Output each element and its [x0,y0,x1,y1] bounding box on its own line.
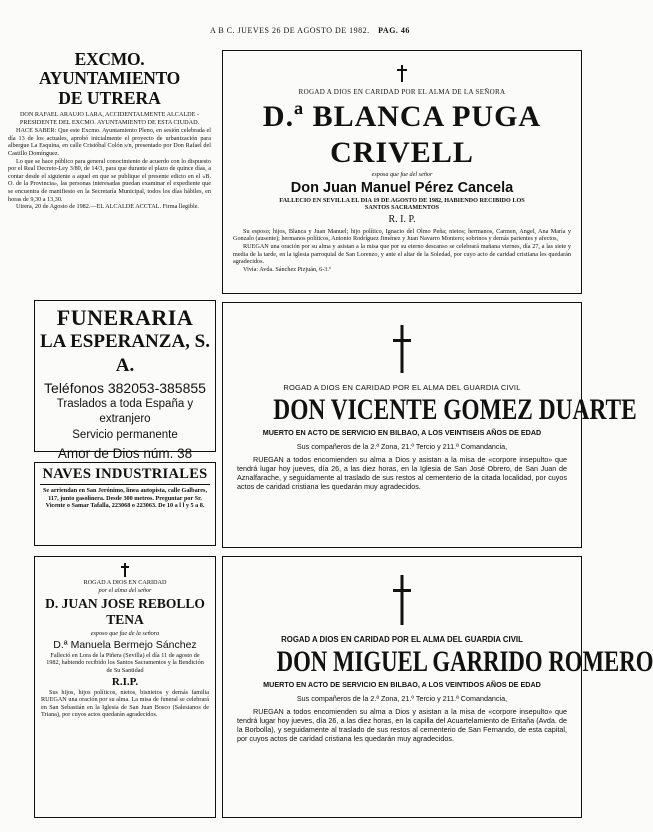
notice-title-2: DE UTRERA [58,88,161,108]
rebollo-body: Sus hijos, hijos políticos, nietos, bisnietos y demás familia RUEGAN una oración por su alma. La misa de funeral se celebrará en San Sebastián en la Iglesia de San Juan Bosco (Salesianos de Triana), por cuyos actos quedarán agradecidos. [41,688,209,719]
date-line: JUEVES 26 DE AGOSTO DE 1982. [237,26,370,35]
duarte-companions: Sus compañeros de la 2.ª Zona, 21.º Tercio y 211.ª Comandancia, [296,442,508,451]
notice-signature: Utrera, 20 de Agosto de 1982.—EL ALCALDE ACCTAL. Firma llegible. [16,203,199,211]
duarte-name: DON VICENTE GOMEZ DUARTE [273,393,637,426]
page-number: PAG. 46 [378,26,410,35]
rebollo-fallecio: Falleció en Lora de la Piñera (Sevilla) el día 11 de agosto de 1982, habiendo recibido los Santos Sacramentos y la Bendición de Su Santidad [46,651,204,674]
rebollo-rogad: ROGAD A DIOS EN CARIDAD [83,579,167,586]
crivell-esposa: esposa que fue del señor [371,171,433,178]
crivell-name: D.ª BLANCA PUGA CRIVELL [262,100,542,169]
garrido-muerto: MUERTO EN ACTO DE SERVICIO EN BILBAO, A LOS VEINTIDOS AÑOS DE EDAD [263,680,541,689]
duarte-rogad: ROGAD A DIOS EN CARIDAD POR EL ALMA DEL GUARDIA CIVIL [283,383,521,392]
ayuntamiento-notice [8,50,211,295]
funeraria-address: Amor de Dios núm. 38 [57,446,193,461]
funeraria-company: LA ESPERANZA, S. A. [40,331,210,376]
rebollo-wife: D.ª Manuela Bermejo Sánchez [53,638,197,651]
rebollo-esposo: esposo que fue de la señora [90,630,160,638]
funeraria-service: Servicio permanente [72,429,178,441]
duarte-ruegan: RUEGAN a todos encomienden su alma a Dios y asistan a la misa de «corpore insepulto» que tendrá lugar hoy jueves, día 26, a las diez horas, en la Iglesia de San José Obrero, de San Juan de Aznalfarache, y seguidamente al traslado de sus restos al cementerio de la citada localidad, por cuyos actos de caridad cristiana les quedarán muy agradecidos. [237,455,567,491]
naves-ad [34,462,216,546]
notice-body-2: Lo que se hace público para general conocimiento de acuerdo con lo dispuesto por el Real Decreto-Ley 3/80, de 14/3, para que durante el plazo de quince días, a contar desde el siguiente a aquel en que se publique el presente edicto en el «B. O. de la Provincia», las personas interesadas puedan examinar el expediente que se encuentra de manifiesto en la Secretaría Municipal, todos los días hábiles, en horas de 9,30 a 13,30. [8,157,211,203]
crivell-obituary [222,50,582,294]
page-header [0,26,620,35]
funeraria-transfer: Traslados a toda España y extranjero [56,398,194,425]
crivell-address: Vivía: Avda. Sánchez Pizjuán, 6-3.º [243,265,331,273]
crivell-family: Su esposo; hijos, Blanca y Juan Manuel; hijo político, Ignacio del Olmo Peña; nietos; hermanos, Carmen, Angel, Ana María y Gonzalo (ausente); hermanos políticos, Antonio Rodríguez Jiménez y Juan Navarro Montero; sobrinos y demás parientes y afectos, [233,227,571,243]
naves-title: NAVES INDUSTRIALES [40,466,210,485]
funeraria-title: FUNERARIA [56,305,194,330]
rebollo-rip: R.I.P. [111,675,139,688]
notice-title-1: EXCMO. AYUNTAMIENTO [39,49,180,88]
rebollo-name-1: D. JUAN JOSE REBOLLO [45,596,205,612]
duarte-obituary [222,302,637,548]
garrido-rogad: ROGAD A DIOS EN CARIDAD POR EL ALMA DEL GUARDIA CIVIL [281,635,523,644]
cross-icon [396,65,408,82]
cross-icon [393,575,411,625]
crivell-ruegan: RUEGAN una oración por su alma y asistan a la misa que por su eterno descanso se celebrará mañana viernes, día 27, a las siete y media de la tarde, en la iglesia parroquial de San Lorenzo, y ante el altar de la Soledad, por cuyo acto de caridad cristiana les quedarán agradecidos. [233,242,571,266]
naves-body: Se arriendan en San Jerónimo, línea autopista, calle Galbares, 117, junto gasolinera. Desde 300 metros. Preguntar por Sr. Vicente o Samar Tafalla, 223068 o 223063. De 10 a l l y 5 a 8. [42,487,208,510]
funeraria-phones: Teléfonos 382053-385855 [44,380,206,396]
garrido-companions: Sus compañeros de la 2.ª Zona, 21.º Tercio y 211.ª Comandancia, [296,694,508,703]
crivell-husband: Don Juan Manuel Pérez Cancela [290,179,514,196]
cross-icon [393,325,411,373]
duarte-muerto: MUERTO EN ACTO DE SERVICIO EN BILBAO, A LOS VEINTISEIS AÑOS DE EDAD [262,428,542,437]
crivell-rip: R. I. P. [388,213,416,225]
rebollo-alma: por el alma del señor [98,586,152,594]
garrido-name: DON MIGUEL GARRIDO ROMERO [276,645,653,678]
funeraria-ad [34,300,216,461]
cross-icon [120,563,130,577]
garrido-ruegan: RUEGAN a todos encomienden su alma a Dios y asistan a la misa de «corpore insepulto» que tendrá lugar hoy jueves, día 26, a las diez horas, en la capilla del Acuartelamiento de Eritaña (Avda. de la Borbolla), y seguidamente al traslado de sus restos al cementerio de San Fernando, de esta capital, por cuyos actos de caridad cristiana les quedarán muy agradecidos. [237,707,567,743]
rebollo-obituary [34,556,216,818]
notice-intro: DON RAFAEL ARAUJO LARA, ACCIDENTALMENTE ALCALDE - PRESIDENTE DEL EXCMO. AYUNTAMIENTO DE ESTA CIUDAD. [19,111,200,126]
rebollo-name-2: TENA [106,612,144,628]
crivell-rogad: ROGAD A DIOS EN CARIDAD POR EL ALMA DE LA SEÑORA [298,88,506,96]
crivell-fallecio: FALLECIO EN SEVILLA EL DIA 19 DE AGOSTO DE 1982, HABIENDO RECIBIDO LOS SANTOS SACRAMENTOS [279,196,525,212]
garrido-obituary [222,556,653,818]
masthead: A B C. [210,26,236,35]
notice-body-1: HACE SABER: Que este Excmo. Ayuntamiento Pleno, en sesión celebrada el día 13 de los actuales, aprobó inicialmente el proyecto de urbanización para albergue La Esquina, en calle Cristóbal Colón s/n, presentado por Don Rafael del Castillo Domínguez. [8,127,211,157]
